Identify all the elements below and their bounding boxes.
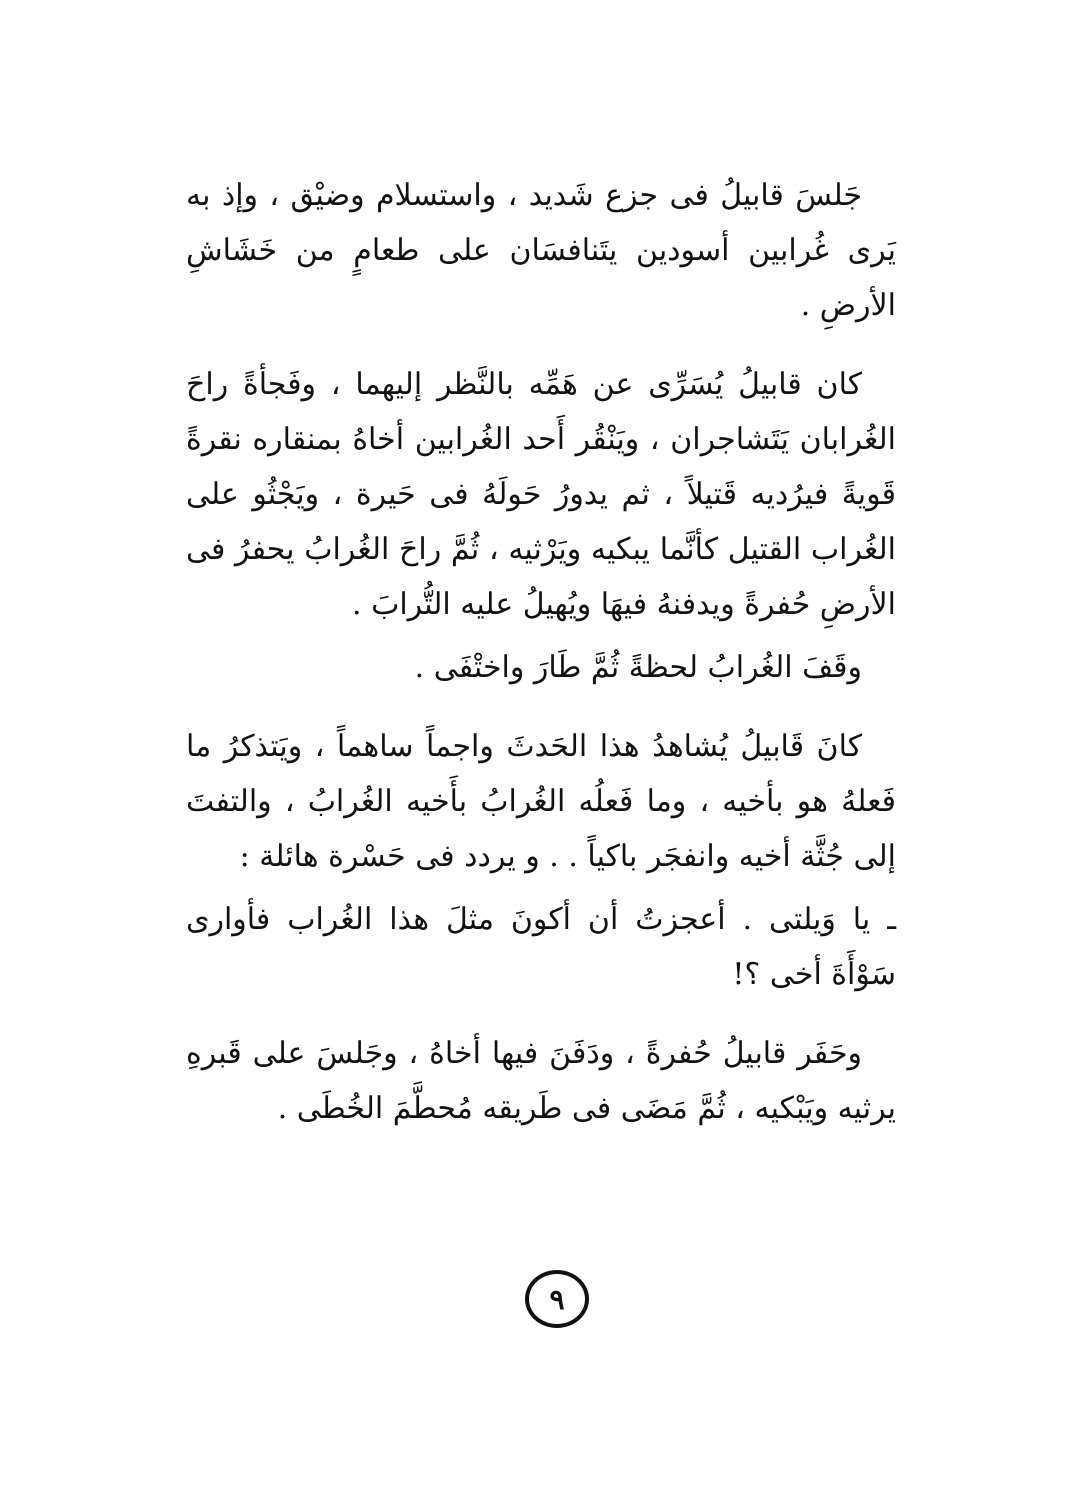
paragraph-6: [186, 1026, 928, 1136]
text-line: كان قابيلُ يُسَرِّى عن هَمِّه بالنَّظر إليهما ، وفَجأةً راحَ: [186, 367, 862, 402]
paragraph-3: [186, 640, 928, 695]
text-line: وقَفَ الغُرابُ لحظةً ثُمَّ طَارَ واختْفَى .: [414, 650, 862, 685]
page-number: ٩: [525, 1270, 589, 1328]
story-text: [186, 168, 928, 1136]
text-line: قَويةً فيرُديه قَتيلاً ، ثم يدورُ حَولَهُ فى حَيرة ، ويَجْثُو على: [186, 477, 896, 512]
paragraph-1: [186, 168, 928, 333]
paragraph-2: [186, 357, 928, 632]
text-line: الغُراب القتيل كأنَّما يبكيه ويَرْثيه ، ثُمَّ راحَ الغُرابُ يحفرُ فى: [186, 532, 896, 567]
text-line: كانَ قَابيلُ يُشاهدُ هذا الحَدثَ واجماً ساهماً ، ويَتذكرُ ما: [186, 729, 862, 764]
text-line: فَعلهُ هو بأخيه ، وما فَعلُه الغُرابُ بأَخيه الغُرابُ ، والتفتَ: [186, 784, 896, 819]
text-line: الأرضِ .: [800, 288, 896, 323]
text-line: ـ يا وَيلتى . أعجزتُ أن أكونَ مثلَ هذا الغُراب فأوارى: [186, 902, 896, 937]
text-line: يَرى غُرابين أسودين يتَنافسَان على طعامٍ من خَشَاشِ: [186, 233, 896, 268]
text-line: سَوْأَةَ أخى ؟!: [732, 957, 896, 992]
text-line: يرثيه ويَبْكيه ، ثُمَّ مَضَى فى طَريقه مُحطَّمَ الخُطَى .: [277, 1091, 896, 1126]
paragraph-5-dialogue: [186, 892, 928, 1002]
text-line: وحَفَر قابيلُ حُفرةً ، ودَفَنَ فيها أخاهُ ، وجَلسَ على قَبرهِ: [186, 1036, 862, 1071]
paragraph-4: [186, 719, 928, 884]
text-line: الغُرابان يَتَشاجران ، ويَنْقُر أَحد الغُرابين أخاهُ بمنقاره نقرةً: [186, 422, 896, 457]
text-line: إلى جُثَّة أخيه وانفجَر باكياً . . و يردد فى حَسْرة هائلة :: [239, 839, 896, 874]
text-line: جَلسَ قابيلُ فى جزع شَديد ، واستسلام وضيْق ، وإذ به: [186, 178, 862, 213]
text-line: الأرضِ حُفرةً ويدفنهُ فيهَا ويُهيلُ عليه التُّرابَ .: [352, 587, 896, 622]
